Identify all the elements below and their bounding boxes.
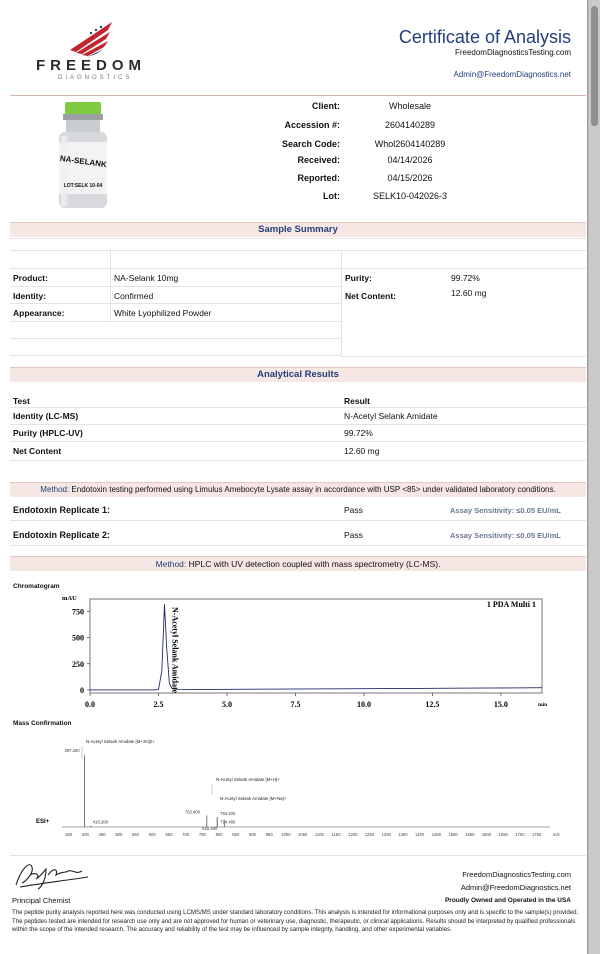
mass-peak-label: 794.400 xyxy=(220,819,236,825)
y-axis-unit: mAU xyxy=(62,595,77,602)
chromatogram-trace xyxy=(90,604,542,690)
info-value: SELK10-042026-3 xyxy=(372,191,448,201)
info-row-search-code xyxy=(0,139,588,155)
endotoxin-method-bar xyxy=(10,482,586,497)
peak-annotation: N-Acetyl Selank Amidate xyxy=(170,607,180,694)
footer-email[interactable]: Admin@FreedomDiagnostics.net xyxy=(460,883,571,892)
mz-tick-label: 550 xyxy=(132,832,140,837)
y-tick-label: 500 xyxy=(72,633,84,643)
info-label: Client: xyxy=(312,101,340,111)
mass-confirmation-label: Mass Confirmation xyxy=(13,720,72,727)
mz-tick-label: 1650 xyxy=(498,832,508,837)
appearance-label: Appearance: xyxy=(13,308,65,318)
hplc-method-text: HPLC with UV detection coupled with mass spectrometry (LC-MS). xyxy=(188,559,441,569)
header-website[interactable]: FreedomDiagnosticsTesting.com xyxy=(454,48,571,57)
assay-sensitivity-1: Assay Sensitivity: ≤0.05 EU/mL xyxy=(450,506,561,515)
method-label: Method: xyxy=(40,485,70,494)
mz-tick-label: 950 xyxy=(265,832,273,837)
mass-annotation: N-Acetyl Selank Amidate [M+Na]+ xyxy=(220,796,287,801)
mass-peak-label: 416.200 xyxy=(92,819,108,825)
mass-peak-label: 763.400 xyxy=(184,809,201,815)
info-value: 04/15/2026 xyxy=(387,173,433,183)
net-content-value: 12.60 mg xyxy=(451,288,487,298)
info-value: Whol2604140289 xyxy=(374,139,446,149)
mz-tick-label: 1350 xyxy=(398,832,408,837)
mass-peak-label: 815.400 xyxy=(202,825,218,831)
chromatogram-label: Chromatogram xyxy=(13,583,60,590)
header-email[interactable]: Admin@FreedomDiagnostics.net xyxy=(453,70,571,79)
result-test: Net Content xyxy=(13,446,62,456)
result-value: N-Acetyl Selank Amidate xyxy=(344,411,438,421)
product-value: NA-Selank 10mg xyxy=(114,273,179,283)
info-label: Lot: xyxy=(323,191,340,201)
endotoxin-method-text: Endotoxin testing performed using Limulus Amebocyte Lysate assay in accordance with USP <85> under validated laboratory conditions. xyxy=(71,485,556,494)
mz-tick-label: 600 xyxy=(148,832,156,837)
mz-tick-label: 1550 xyxy=(465,832,475,837)
mz-tick-label: 350 xyxy=(65,832,73,837)
hplc-method-bar xyxy=(10,556,586,571)
info-label: Reported: xyxy=(297,173,340,183)
mz-tick-label: 1100 xyxy=(314,832,324,837)
mz-tick-label: 1450 xyxy=(431,832,442,837)
mz-tick-label: 1700 xyxy=(515,832,525,837)
purity-label: Purity: xyxy=(345,273,372,283)
mz-tick-label: 1600 xyxy=(481,832,492,837)
mz-tick-label: 1150 xyxy=(331,832,341,837)
info-row-client xyxy=(0,101,588,117)
mz-axis-unit: m/z xyxy=(553,832,560,837)
mz-tick-label: 800 xyxy=(215,832,223,837)
y-tick-label: 750 xyxy=(72,607,84,617)
info-row-accession xyxy=(0,120,588,136)
endotoxin-replicate-1: Endotoxin Replicate 1: xyxy=(13,505,111,515)
mz-tick-label: 500 xyxy=(115,832,123,837)
method-label: Method: xyxy=(155,559,187,569)
plot-frame xyxy=(90,599,542,693)
y-tick-label: 250 xyxy=(72,659,84,669)
info-value: Wholesale xyxy=(388,101,432,111)
principal-chemist: Principal Chemist xyxy=(12,896,71,905)
mz-tick-label: 1500 xyxy=(448,832,458,837)
x-tick-label: 15.0 xyxy=(493,700,508,709)
vial-label-name: NA-SELANK xyxy=(59,153,108,170)
logo-subtitle: DIAGNOSTICS xyxy=(58,75,133,81)
result-test: Identity (LC-MS) xyxy=(13,411,79,421)
endotoxin-result-2: Pass xyxy=(344,530,363,540)
mz-tick-label: 1400 xyxy=(414,832,425,837)
mz-tick-label: 400 xyxy=(81,832,89,837)
purity-value: 99.72% xyxy=(451,273,480,283)
result-test: Purity (HPLC-UV) xyxy=(13,428,83,438)
footer-owned: Proudly Owned and Operated in the USA xyxy=(444,897,571,904)
mz-tick-label: 1000 xyxy=(281,832,291,837)
identity-value: Confirmed xyxy=(114,291,154,301)
sample-summary-grid xyxy=(10,238,586,356)
footer-website[interactable]: FreedomDiagnosticsTesting.com xyxy=(462,870,571,879)
y-tick-label: 0 xyxy=(80,685,84,695)
analytical-results-heading: Analytical Results xyxy=(10,367,586,382)
disclaimer: The peptide purity analysis reported here was conducted using LCMS/MS under standard laboratory conditions. This analysis is intended for informational purposes only and is specific to the sample(s) provided. The peptides tested are intended for research use only and are not approved for human or veterinary use, diagnostic, therapeutic, or clinical applications. Results should be interpreted by qualified professionals within the scope of the intended research. The accuracy and reliability of the test may be influenced by sample integrity, handling, and other experimental variables. xyxy=(12,909,579,934)
x-tick-label: 10.0 xyxy=(356,700,371,709)
net-content-label: Net Content: xyxy=(345,291,396,301)
info-label: Search Code: xyxy=(281,139,340,149)
col-test-header: Test xyxy=(13,396,30,406)
mass-spectrum-chart xyxy=(10,729,586,847)
assay-sensitivity-2: Assay Sensitivity: ≤0.05 EU/mL xyxy=(450,531,561,540)
mz-tick-label: 900 xyxy=(249,832,257,837)
mz-tick-label: 700 xyxy=(182,832,190,837)
mz-tick-label: 1200 xyxy=(348,832,358,837)
mass-peak-label: 794.200 xyxy=(220,810,236,816)
product-label: Product: xyxy=(13,273,48,283)
appearance-value: White Lyophilized Powder xyxy=(114,308,212,318)
result-value: 99.72% xyxy=(344,428,373,438)
x-tick-label: 0.0 xyxy=(85,700,95,709)
x-tick-label: 5.0 xyxy=(221,700,232,709)
document-title: Certificate of Analysis xyxy=(398,27,571,47)
result-value: 12.60 mg xyxy=(344,446,380,456)
logo-wordmark: FREEDOM xyxy=(36,57,146,74)
endotoxin-replicate-2: Endotoxin Replicate 2: xyxy=(13,530,111,540)
header-divider xyxy=(10,95,586,96)
info-row-reported xyxy=(0,173,588,189)
vertical-scrollbar[interactable] xyxy=(589,0,600,954)
mz-tick-label: 1300 xyxy=(381,832,391,837)
vial-label-lot: LOT:SELK 10-04 xyxy=(63,183,103,189)
x-axis-unit: min xyxy=(538,702,548,708)
x-tick-label: 2.5 xyxy=(153,700,164,709)
mz-tick-label: 1250 xyxy=(364,832,375,837)
sample-summary-heading: Sample Summary xyxy=(10,222,586,237)
x-tick-label: 12.5 xyxy=(425,700,440,709)
endotoxin-result-1: Pass xyxy=(344,505,363,515)
mz-tick-label: 650 xyxy=(165,832,173,837)
col-result-header: Result xyxy=(344,396,370,406)
info-row-received xyxy=(0,155,588,171)
mz-tick-label: 450 xyxy=(98,832,106,837)
mass-annotation: N-Acetyl Selank Amidate [M+2H]2+ xyxy=(86,739,155,744)
info-row-lot xyxy=(0,191,588,207)
scrollbar-thumb[interactable] xyxy=(591,6,598,126)
detector-label: 1 PDA Multi 1 xyxy=(486,600,536,609)
mz-tick-label: 1050 xyxy=(297,832,308,837)
info-value: 2604140289 xyxy=(384,120,436,130)
x-tick-label: 7.5 xyxy=(290,700,301,709)
chromatogram-chart xyxy=(10,593,586,715)
info-value: 04/14/2026 xyxy=(387,155,433,165)
identity-label: Identity: xyxy=(13,291,47,301)
ionization-label: ESI+ xyxy=(36,819,50,825)
mz-tick-label: 850 xyxy=(232,832,240,837)
mass-peak-label: 397.200 xyxy=(64,748,80,753)
mz-tick-label: 1750 xyxy=(531,832,542,837)
signature xyxy=(12,857,92,893)
info-label: Accession #: xyxy=(284,120,340,130)
mass-annotation: N-Acetyl Selank Amidate [M+H]+ xyxy=(216,777,280,782)
mz-tick-label: 750 xyxy=(198,832,206,837)
info-label: Received: xyxy=(297,155,340,165)
